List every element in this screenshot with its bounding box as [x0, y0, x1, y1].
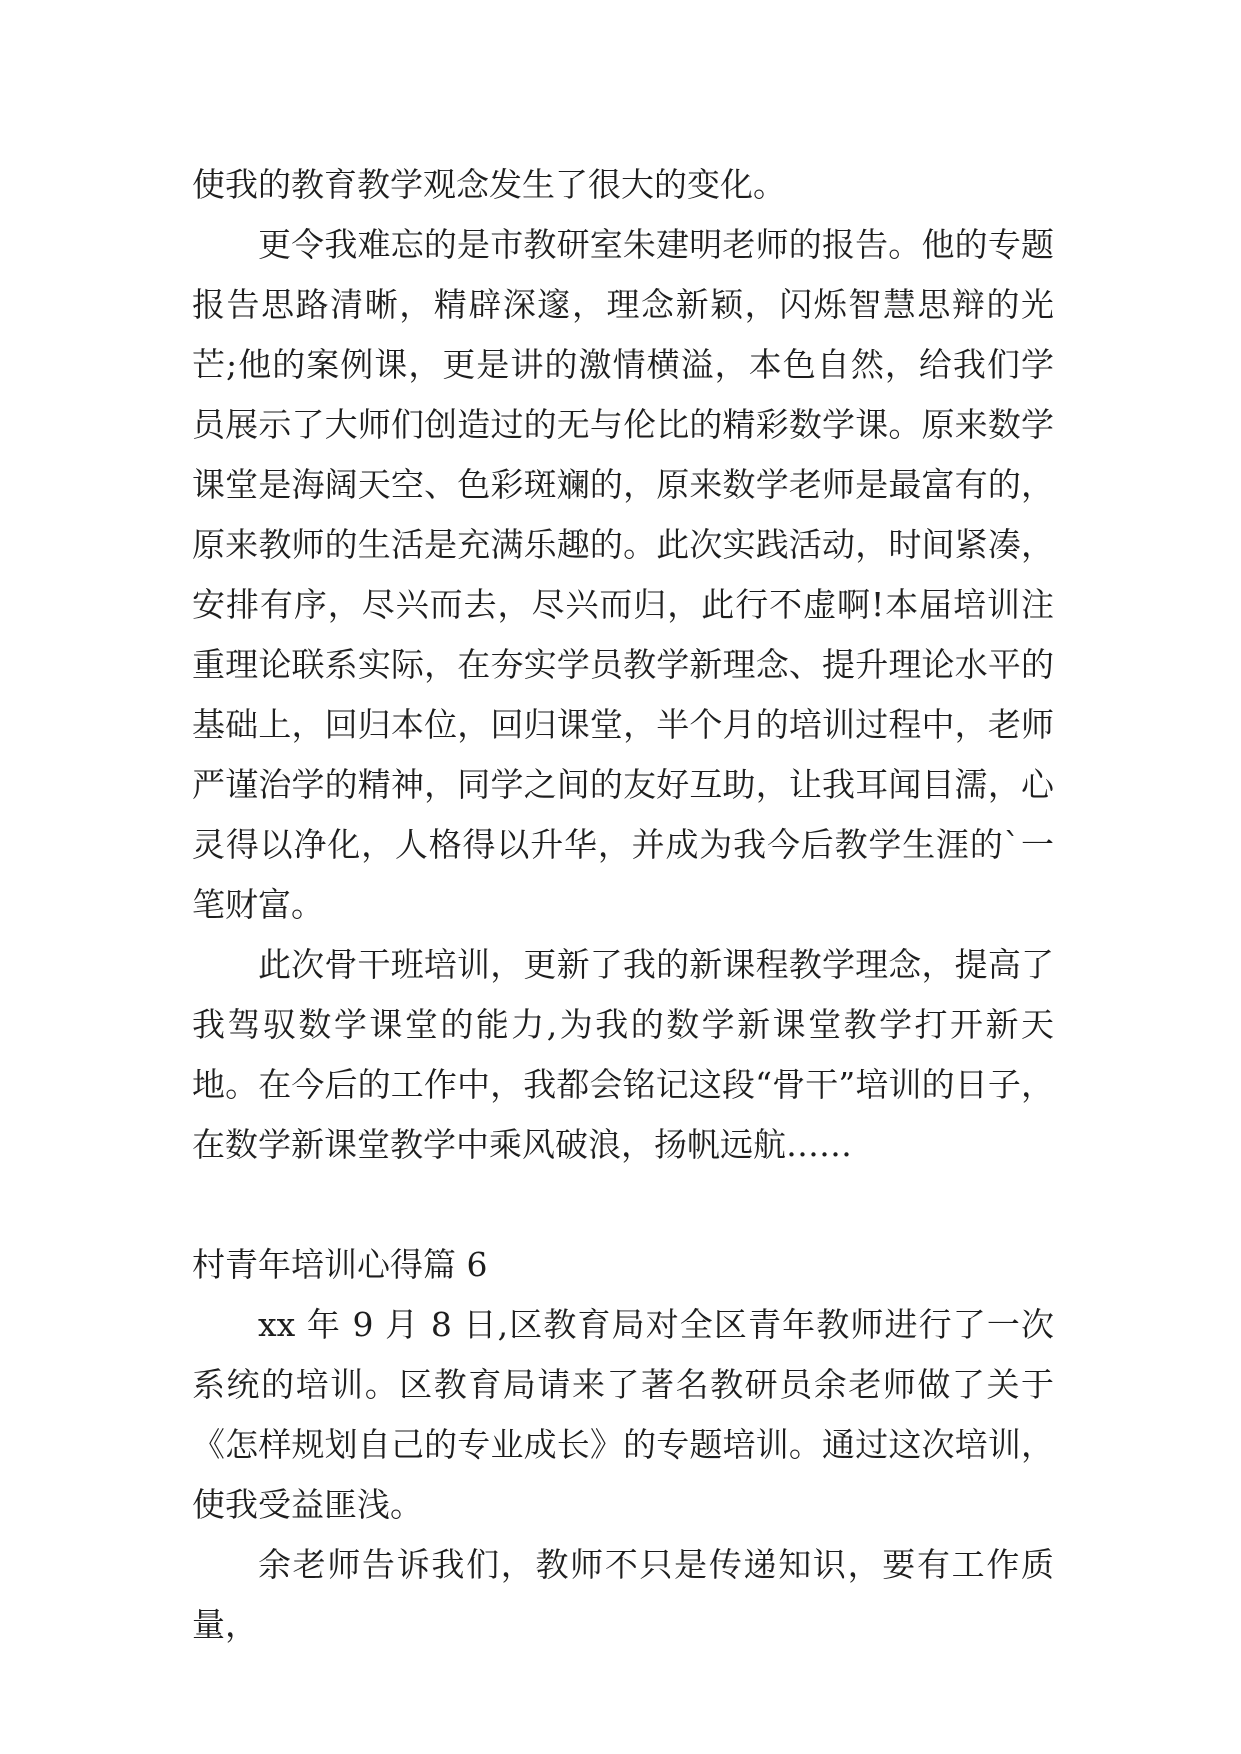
paragraph-training-summary: 此次骨干班培训，更新了我的新课程教学理念，提高了我驾驭数学课堂的能力,为我的数学新课堂教学打开新天地。在今后的工作中，我都会铭记这段“骨干”培训的日子，在数学新课堂教学中乘风破浪，扬帆远航…… — [192, 945, 1054, 1164]
section-heading: 村青年培训心得篇 6 — [192, 1245, 488, 1284]
document-body — [192, 155, 1054, 1655]
paragraph-continuation: 使我的教育教学观念发生了很大的变化。 — [192, 165, 786, 204]
paragraph-report-reflection: 更令我难忘的是市教研室朱建明老师的报告。他的专题报告思路清晰，精辟深邃，理念新颖，闪烁智慧思辩的光芒;他的案例课，更是讲的激情横溢，本色自然，给我们学员展示了大师们创造过的无与伦比的精彩数学课。原来数学课堂是海阔天空、色彩斑斓的，原来数学老师是最富有的，原来教师的生活是充满乐趣的。此次实践活动，时间紧凑，安排有序，尽兴而去，尽兴而归，此行不虚啊!本届培训注重理论联系实际，在夯实学员教学新理念、提升理论水平的基础上，回归本位，回归课堂，半个月的培训过程中，老师严谨治学的精神，同学之间的友好互助，让我耳闻目濡，心灵得以净化，人格得以升华，并成为我今后教学生涯的`一笔财富。 — [192, 225, 1054, 924]
paragraph-training-intro: xx 年 9 月 8 日,区教育局对全区青年教师进行了一次系统的培训。区教育局请来了著名教研员余老师做了关于《怎样规划自己的专业成长》的专题培训。通过这次培训，使我受益匪浅。 — [192, 1305, 1054, 1524]
section-spacer — [192, 1175, 1054, 1235]
paragraph-teacher-advice: 余老师告诉我们，教师不只是传递知识，要有工作质量， — [192, 1545, 1054, 1644]
